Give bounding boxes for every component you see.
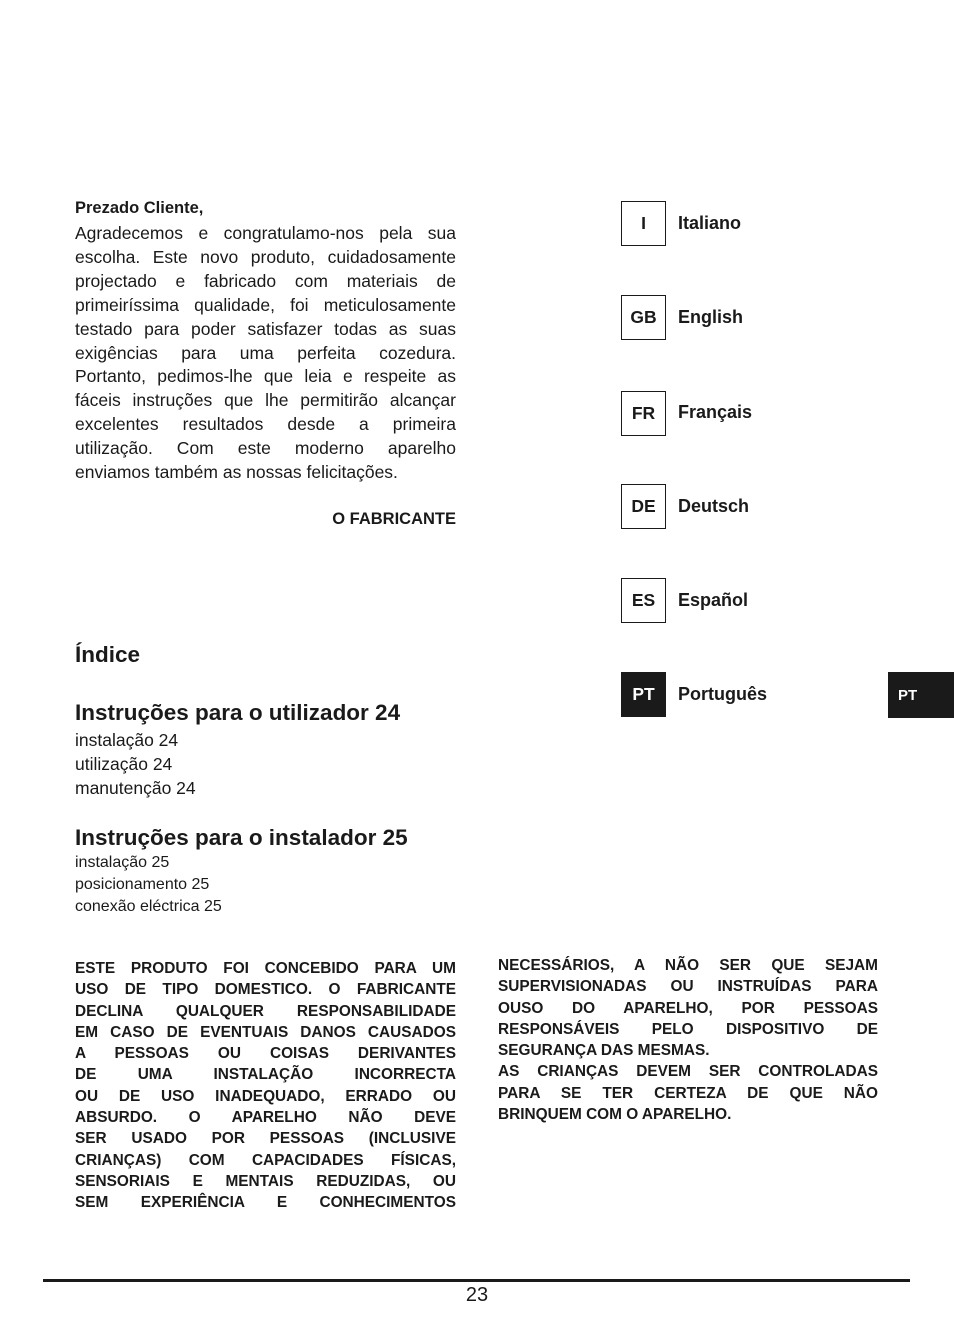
warning-line: PARA SE TER CERTEZA DE QUE NÃO <box>498 1084 878 1102</box>
warning-line: SEGURANÇA DAS MESMAS. <box>498 1042 710 1060</box>
warning-text-right <box>498 955 878 1125</box>
index-title: Índice <box>75 642 141 667</box>
lang-code-gb[interactable]: GB <box>621 295 666 340</box>
warning-line: OUSO DO APARELHO, POR PESSOAS <box>498 999 878 1017</box>
index-entry: utilização 24 <box>75 754 173 774</box>
warning-line: A PESSOAS OU COISAS DERIVANTES <box>75 1045 456 1063</box>
lang-code-it[interactable]: I <box>621 201 666 246</box>
warning-line: BRINQUEM COM O APARELHO. <box>498 1106 732 1124</box>
warning-line: CRIANÇAS) COM CAPACIDADES FÍSICAS, <box>75 1151 456 1169</box>
lang-name-espanol[interactable]: Español <box>678 590 749 610</box>
warning-line: ABSURDO. O APARELHO NÃO DEVE <box>75 1109 456 1127</box>
index-entry: posicionamento 25 <box>75 875 210 893</box>
user-instructions-list <box>75 728 196 800</box>
warning-line: OU DE USO INADEQUADO, ERRADO OU <box>75 1087 456 1105</box>
index-entry: instalação 24 <box>75 730 179 750</box>
installer-instructions-list <box>75 852 222 917</box>
warning-line: RESPONSÁVEIS PELO DISPOSITIVO DE <box>498 1020 878 1038</box>
lang-code-fr[interactable]: FR <box>621 391 666 436</box>
warning-text-left <box>75 958 456 1214</box>
greeting-body: Agradecemos e congratulamo-nos pela sua escolha. Este novo produto, cuidadosamente projectado e fabricado com materiais de primeiríssima qualidade, foi meticulosamente testado para poder satisfazer todas as suas exigências para uma perfeita cozedura. Portanto, pedimos-lhe que leia e respeite as fáceis instruções que lhe permitirão alcançar excelentes resultados desde a primeira utilização. Com este moderno aparelho enviamos também as nossas felicitações. <box>75 223 456 483</box>
warning-line: NECESSÁRIOS, A NÃO SER QUE SEJAM <box>498 957 878 974</box>
lang-name-deutsch[interactable]: Deutsch <box>678 496 750 516</box>
warning-line: ESTE PRODUTO FOI CONCEBIDO PARA UM <box>75 960 456 977</box>
section-tab-pt: PT <box>888 672 954 718</box>
warning-line: SEM EXPERIÊNCIA E CONHECIMENTOS <box>75 1194 456 1212</box>
footer-divider <box>43 1279 910 1282</box>
warning-line: USO DE TIPO DOMESTICO. O FABRICANTE <box>75 981 456 999</box>
user-instructions-title: Instruções para o utilizador 24 <box>75 700 401 725</box>
lang-name-portugues[interactable]: Português <box>678 684 768 704</box>
installer-instructions-title: Instruções para o instalador 25 <box>75 825 408 850</box>
lang-code-de[interactable]: DE <box>621 484 666 529</box>
warning-line: SUPERVISIONADAS OU INSTRUÍDAS PARA <box>498 978 878 996</box>
warning-line: SER USADO POR PESSOAS (INCLUSIVE <box>75 1130 456 1148</box>
index-entry: manutenção 24 <box>75 778 196 798</box>
warning-line: AS CRIANÇAS DEVEM SER CONTROLADAS <box>498 1063 878 1081</box>
greeting-title: Prezado Cliente, <box>75 199 204 217</box>
manufacturer-signature: O FABRICANTE <box>332 510 456 528</box>
lang-name-francais[interactable]: Français <box>678 402 753 422</box>
lang-code-es[interactable]: ES <box>621 578 666 623</box>
warning-line: SENSORIAIS E MENTAIS REDUZIDAS, OU <box>75 1172 456 1190</box>
warning-line: DECLINA QUALQUER RESPONSABILIDADE <box>75 1002 456 1020</box>
index-entry: instalação 25 <box>75 854 170 871</box>
lang-name-english[interactable]: English <box>678 307 744 327</box>
warning-line: DE UMA INSTALAÇÃO INCORRECTA <box>75 1066 456 1084</box>
warning-line: EM CASO DE EVENTUAIS DANOS CAUSADOS <box>75 1023 456 1041</box>
page-number: 23 <box>465 1284 489 1306</box>
index-entry: conexão eléctrica 25 <box>75 897 222 915</box>
lang-code-pt[interactable]: PT <box>621 672 666 717</box>
lang-name-italiano[interactable]: Italiano <box>678 213 742 233</box>
